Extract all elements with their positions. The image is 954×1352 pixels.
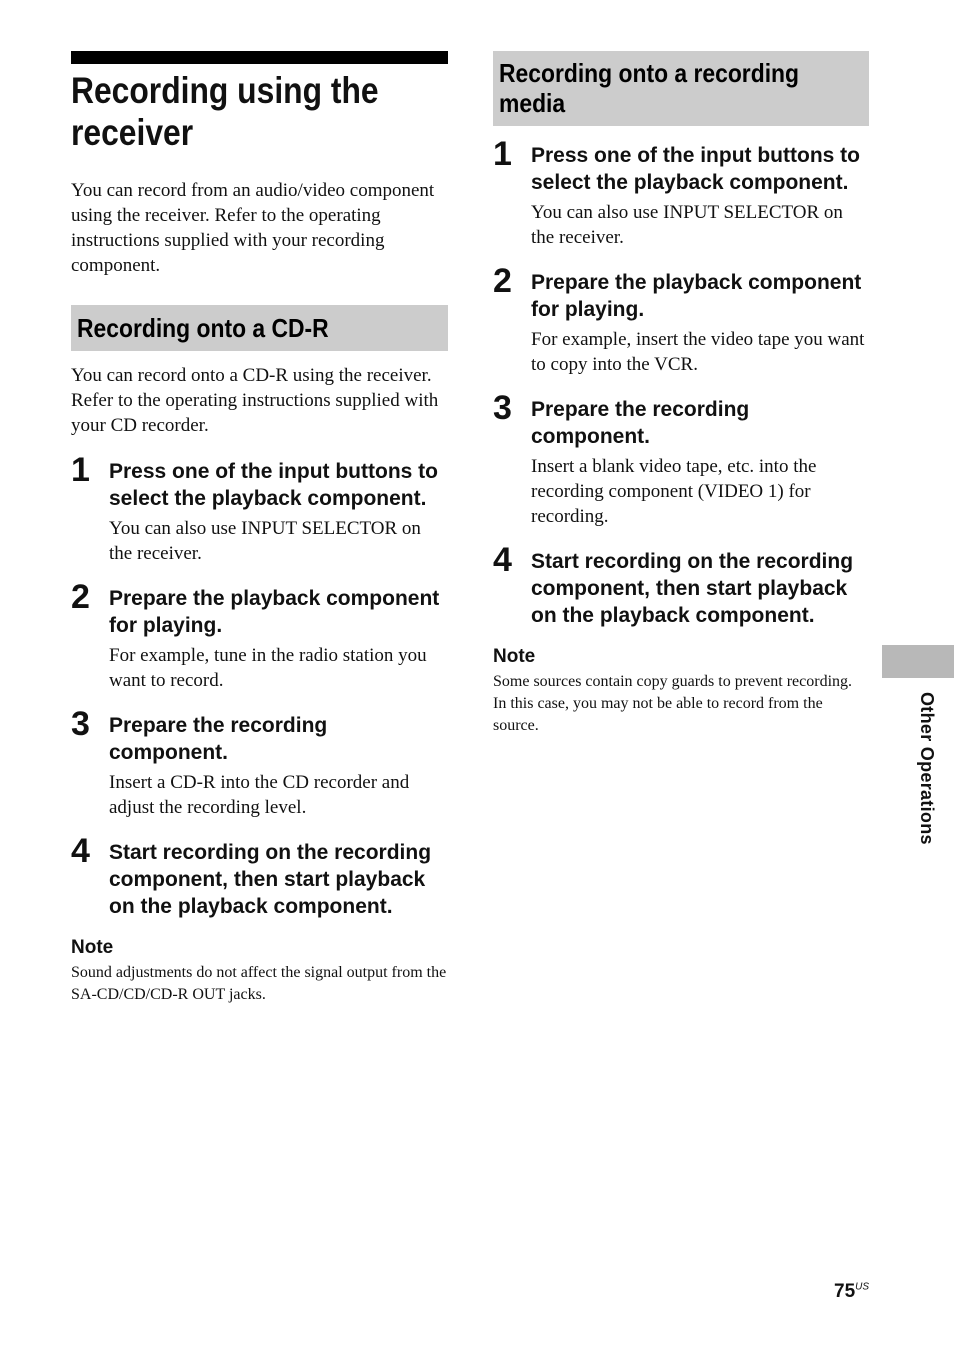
step-heading: Prepare the recording component. xyxy=(109,714,328,764)
step-number: 3 xyxy=(71,705,90,743)
step-body: For example, tune in the radio station you want to record. xyxy=(109,645,427,691)
step-number: 4 xyxy=(493,541,512,579)
step-heading: Start recording on the recording component, then start playback on the playback component. xyxy=(109,841,432,918)
page-title: Recording using the receiver xyxy=(71,70,379,153)
media-step-4 xyxy=(493,541,869,629)
media-step-3 xyxy=(493,389,869,529)
cdr-note-label: Note xyxy=(71,937,114,958)
media-note-label: Note xyxy=(493,646,536,667)
section-heading-cdr-text: Recording onto a CD-R xyxy=(77,313,329,343)
side-section-label: Other Operations xyxy=(917,692,937,845)
step-body: You can also use INPUT SELECTOR on the receiver. xyxy=(531,202,843,248)
step-number: 2 xyxy=(71,578,90,616)
step-body: Insert a blank video tape, etc. into the recording component (VIDEO 1) for recording. xyxy=(531,456,817,527)
step-number: 1 xyxy=(71,451,90,489)
step-heading: Prepare the playback component for playing. xyxy=(109,587,440,637)
step-body: Insert a CD-R into the CD recorder and adjust the recording level. xyxy=(109,772,410,818)
intro-paragraph: You can record from an audio/video component using the receiver. Refer to the operating instructions supplied with your recording component. xyxy=(71,180,435,276)
step-heading: Prepare the recording component. xyxy=(531,398,750,448)
media-step-1 xyxy=(493,135,869,250)
step-heading: Press one of the input buttons to select the playback component. xyxy=(109,460,438,510)
step-heading: Start recording on the recording component, then start playback on the playback component. xyxy=(531,550,854,627)
step-number: 3 xyxy=(493,389,512,427)
step-number: 2 xyxy=(493,262,512,300)
cdr-step-2 xyxy=(71,578,448,693)
page-number-suffix: US xyxy=(855,1281,870,1293)
step-heading: Prepare the playback component for playing. xyxy=(531,271,862,321)
step-number: 4 xyxy=(71,832,90,870)
section-heading-cdr xyxy=(71,305,448,351)
page-number xyxy=(834,1281,869,1303)
cdr-step-1 xyxy=(71,451,448,566)
cdr-step-3 xyxy=(71,705,448,820)
cdr-step-4 xyxy=(71,832,448,920)
media-steps xyxy=(493,135,869,629)
section-heading-media xyxy=(493,51,869,126)
media-note-text: Some sources contain copy guards to prevent recording. In this case, you may not be able to record from the source. xyxy=(493,673,853,734)
cdr-note-text: Sound adjustments do not affect the signal output from the SA-CD/CD/CD-R OUT jacks. xyxy=(71,964,447,1003)
title-rule xyxy=(71,51,448,64)
cdr-intro-paragraph: You can record onto a CD-R using the receiver. Refer to the operating instructions supplied with your CD recorder. xyxy=(71,365,439,436)
right-column xyxy=(493,51,869,737)
page-number-value: 75 xyxy=(834,1281,856,1302)
step-number: 1 xyxy=(493,135,512,173)
media-step-2 xyxy=(493,262,869,377)
step-heading: Press one of the input buttons to select the playback component. xyxy=(531,144,860,194)
left-column xyxy=(71,51,448,1006)
side-thumb-tab xyxy=(882,645,954,678)
cdr-steps xyxy=(71,451,448,920)
step-body: You can also use INPUT SELECTOR on the receiver. xyxy=(109,518,421,564)
step-body: For example, insert the video tape you want to copy into the VCR. xyxy=(531,329,865,375)
section-heading-media-text: Recording onto a recording media xyxy=(499,58,800,118)
